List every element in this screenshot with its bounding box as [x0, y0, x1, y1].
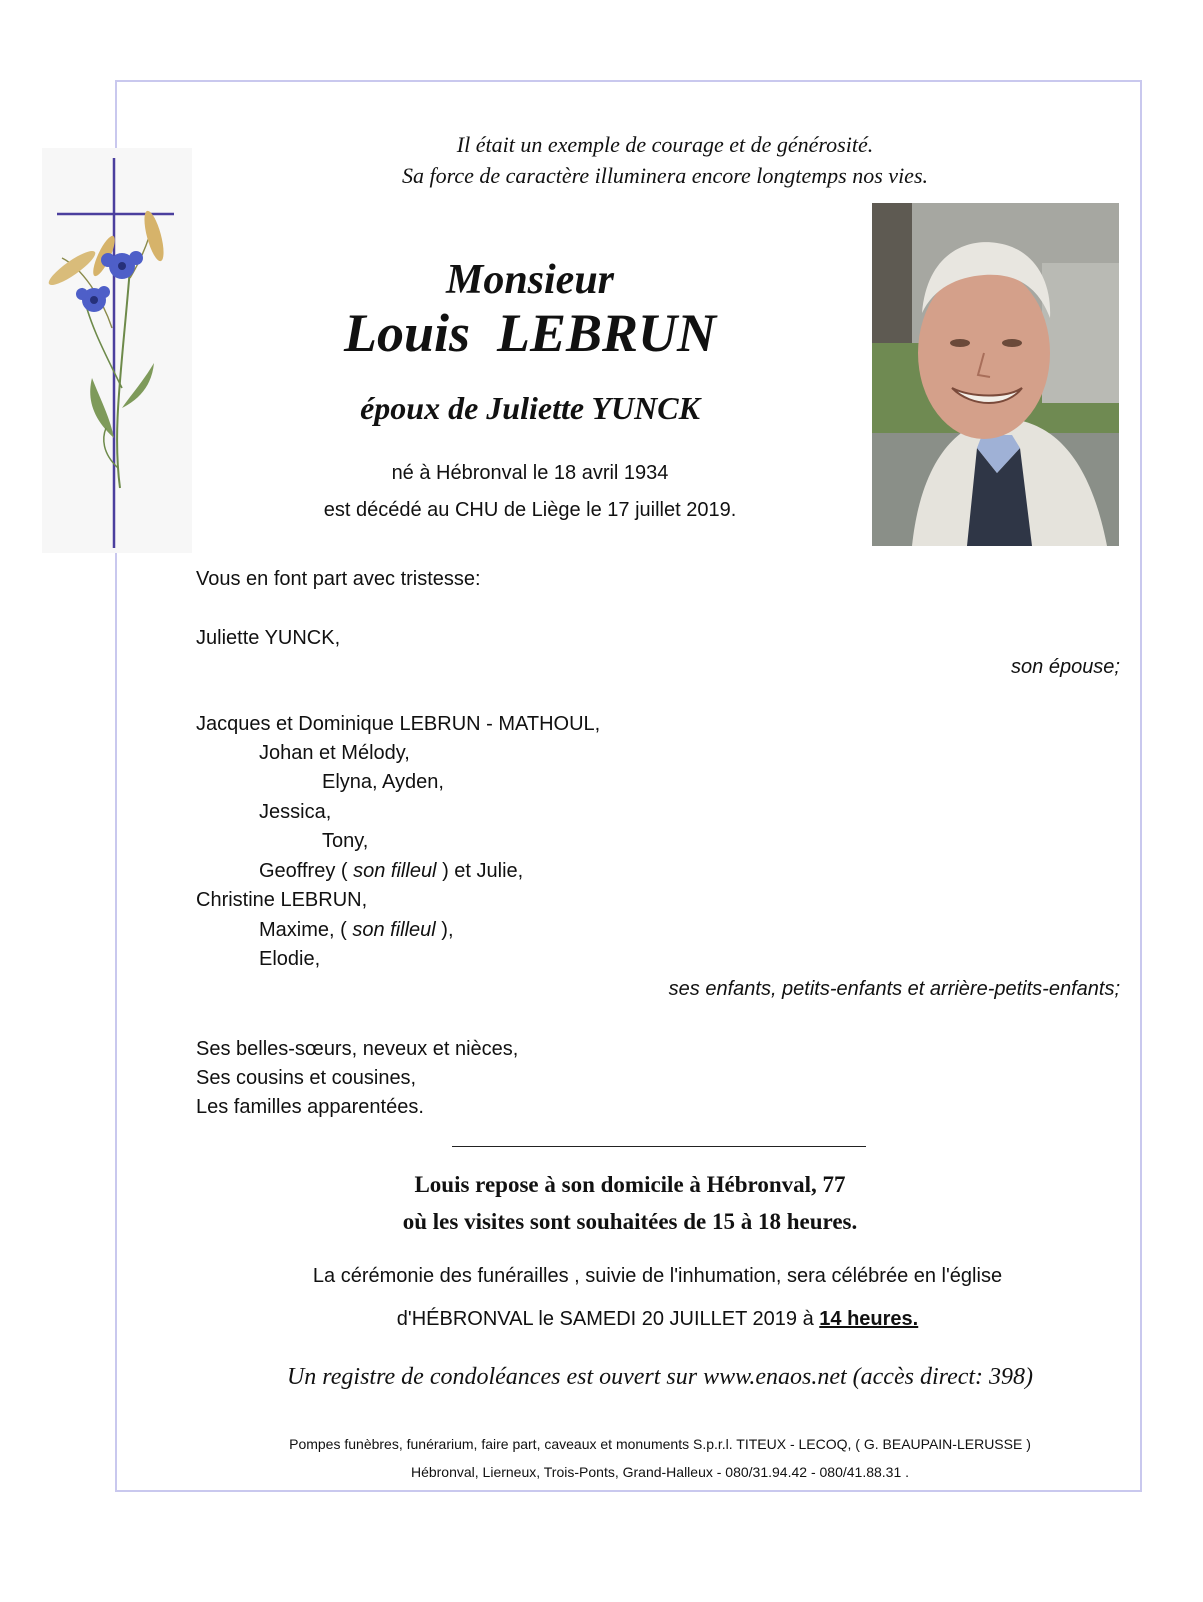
- maxime-filleul: son filleul: [352, 919, 436, 941]
- grandchild-jessica: Jessica,: [259, 801, 332, 823]
- ceremony-time: 14 heures.: [819, 1308, 919, 1330]
- grandchild-maxime: [259, 919, 454, 942]
- death-info: est décédé au CHU de Liège le 17 juillet 2019.: [323, 499, 737, 521]
- child-christine: Christine LEBRUN,: [196, 889, 368, 911]
- deceased-name: Louis LEBRUN: [343, 303, 717, 363]
- grandchild-elodie: Elodie,: [259, 948, 321, 970]
- great-grandchild-elyna: Elyna, Ayden,: [322, 771, 444, 793]
- great-grandchild-tony: Tony,: [322, 830, 369, 852]
- condolence-registry: Un registre de condoléances est ouvert sur www.enaos.net (accès direct: 398): [286, 1364, 1034, 1390]
- divider: [452, 1146, 866, 1147]
- birth-info: né à Hébronval le 18 avril 1934: [391, 462, 669, 484]
- footer-line-2: Hébronval, Lierneux, Trois-Ponts, Grand-Halleux - 080/31.94.42 - 080/41.88.31 .: [410, 1464, 910, 1480]
- quote-line-2: Sa force de caractère illuminera encore longtemps nos vies.: [401, 163, 929, 188]
- cross-flower-icon: [42, 148, 192, 553]
- spouse-role: son épouse;: [1011, 656, 1120, 678]
- spouse-name: Juliette YUNCK,: [196, 627, 341, 649]
- geoffrey-pre: Geoffrey (: [259, 860, 354, 882]
- cross-illustration: [42, 148, 192, 553]
- portrait-photo: [872, 203, 1119, 546]
- children-role: ses enfants, petits-enfants et arrière-petits-enfants;: [668, 978, 1120, 1000]
- spouse-line: époux de Juliette YUNCK: [360, 390, 700, 426]
- intro-text: Vous en font part avec tristesse:: [196, 568, 481, 590]
- ceremony-line-1: La cérémonie des funérailles , suivie de l'inhumation, sera célébrée en l'église: [312, 1265, 1003, 1287]
- others-line-3: Les familles apparentées.: [196, 1096, 424, 1118]
- visitation-line-2: où les visites sont souhaitées de 15 à 18 heures.: [402, 1209, 858, 1234]
- ceremony-line-2: [200, 1308, 1115, 1331]
- grandchild-johan: Johan et Mélody,: [259, 742, 410, 764]
- maxime-post: ),: [435, 919, 454, 941]
- maxime-pre: Maxime, (: [259, 919, 353, 941]
- quote-line-1: Il était un exemple de courage et de générosité.: [456, 132, 874, 157]
- grandchild-geoffrey: [259, 860, 523, 883]
- visitation-line-1: Louis repose à son domicile à Hébronval, 77: [414, 1172, 846, 1197]
- others-line-2: Ses cousins et cousines,: [196, 1067, 417, 1089]
- child-jacques: Jacques et Dominique LEBRUN - MATHOUL,: [196, 713, 601, 735]
- geoffrey-filleul: son filleul: [353, 860, 437, 882]
- portrait-image: [872, 203, 1119, 546]
- honorific: Monsieur: [445, 257, 615, 303]
- others-line-1: Ses belles-sœurs, neveux et nièces,: [196, 1038, 519, 1060]
- geoffrey-post: ) et Julie,: [436, 860, 524, 882]
- footer-line-1: Pompes funèbres, funérarium, faire part, caveaux et monuments S.p.r.l. TITEUX - LECOQ, ( G. BEAUPAIN-LERUSSE ): [289, 1436, 1031, 1452]
- ceremony-date: d'HÉBRONVAL le SAMEDI 20 JUILLET 2019 à: [396, 1308, 820, 1330]
